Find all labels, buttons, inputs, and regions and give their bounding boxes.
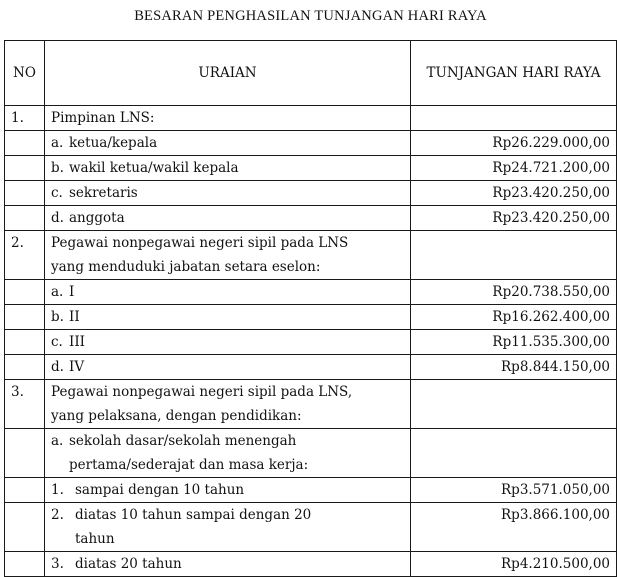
empty-cell bbox=[5, 131, 45, 156]
empty-cell bbox=[5, 503, 45, 552]
table-row bbox=[5, 552, 617, 577]
item-label: a. bbox=[51, 135, 64, 151]
section-row bbox=[5, 380, 617, 429]
row-number: 1. bbox=[5, 106, 45, 131]
empty-cell bbox=[5, 156, 45, 181]
item-value: Rp16.262.400,00 bbox=[411, 305, 617, 330]
table-row bbox=[5, 305, 617, 330]
thr-table bbox=[4, 40, 617, 577]
item-cell bbox=[45, 355, 411, 380]
section-label-line: yang menduduki jabatan setara eselon: bbox=[51, 259, 321, 275]
row-number: 3. bbox=[5, 380, 45, 429]
item-cell bbox=[45, 552, 411, 577]
table-row bbox=[5, 503, 617, 552]
item-cell bbox=[45, 478, 411, 503]
item-text: anggota bbox=[69, 210, 125, 226]
item-label: 2. bbox=[51, 507, 64, 523]
item-text: I bbox=[69, 284, 75, 300]
item-cell bbox=[45, 305, 411, 330]
item-cell bbox=[45, 330, 411, 355]
table-row bbox=[5, 355, 617, 380]
page-title: BESARAN PENGHASILAN TUNJANGAN HARI RAYA bbox=[134, 8, 487, 24]
item-value: Rp3.571.050,00 bbox=[411, 478, 617, 503]
item-text-cont: pertama/sederajat dan masa kerja: bbox=[69, 457, 309, 473]
item-value: Rp3.866.100,00 bbox=[411, 503, 617, 552]
item-text: ketua/kepala bbox=[69, 135, 158, 151]
item-label: d. bbox=[51, 359, 64, 375]
table-row bbox=[5, 156, 617, 181]
empty-cell bbox=[5, 355, 45, 380]
section-label: Pimpinan LNS: bbox=[45, 106, 411, 131]
empty-cell bbox=[5, 305, 45, 330]
table-row bbox=[5, 181, 617, 206]
empty-cell bbox=[411, 429, 617, 478]
item-value: Rp4.210.500,00 bbox=[411, 552, 617, 577]
section-label bbox=[45, 380, 411, 429]
item-text: sampai dengan 10 tahun bbox=[75, 482, 245, 498]
item-label: c. bbox=[51, 334, 63, 350]
header-thr: TUNJANGAN HARI RAYA bbox=[411, 41, 617, 106]
item-label: a. bbox=[51, 284, 64, 300]
empty-cell bbox=[5, 478, 45, 503]
item-text: IV bbox=[69, 359, 85, 375]
item-cell bbox=[45, 156, 411, 181]
table-row bbox=[5, 280, 617, 305]
item-text: diatas 10 tahun sampai dengan 20 bbox=[75, 507, 312, 523]
item-label: 3. bbox=[51, 556, 64, 572]
item-text-cont: tahun bbox=[75, 531, 115, 547]
item-text: wakil ketua/wakil kepala bbox=[69, 160, 239, 176]
section-label-line: Pegawai nonpegawai negeri sipil pada LNS bbox=[51, 235, 349, 251]
empty-cell bbox=[411, 106, 617, 131]
item-text: II bbox=[69, 309, 80, 325]
item-cell bbox=[45, 131, 411, 156]
empty-cell bbox=[411, 231, 617, 280]
empty-cell bbox=[5, 429, 45, 478]
item-value: Rp26.229.000,00 bbox=[411, 131, 617, 156]
item-label: b. bbox=[51, 160, 64, 176]
row-number: 2. bbox=[5, 231, 45, 280]
section-label bbox=[45, 231, 411, 280]
empty-cell bbox=[5, 206, 45, 231]
empty-cell bbox=[5, 330, 45, 355]
item-value: Rp23.420.250,00 bbox=[411, 181, 617, 206]
empty-cell bbox=[5, 280, 45, 305]
item-label: a. bbox=[51, 433, 64, 449]
item-text: III bbox=[69, 334, 85, 350]
section-label-line: yang pelaksana, dengan pendidikan: bbox=[51, 408, 302, 424]
header-uraian: URAIAN bbox=[45, 41, 411, 106]
item-label: c. bbox=[51, 185, 63, 201]
item-value: Rp11.535.300,00 bbox=[411, 330, 617, 355]
item-text: sekretaris bbox=[69, 185, 138, 201]
item-label: 1. bbox=[51, 482, 64, 498]
section-label-line: Pegawai nonpegawai negeri sipil pada LNS, bbox=[51, 384, 353, 400]
item-cell bbox=[45, 503, 411, 552]
empty-cell bbox=[5, 181, 45, 206]
item-value: Rp8.844.150,00 bbox=[411, 355, 617, 380]
section-row bbox=[5, 231, 617, 280]
item-text: diatas 20 tahun bbox=[75, 556, 182, 572]
table-header-row bbox=[5, 41, 617, 106]
header-no: NO bbox=[5, 41, 45, 106]
item-value: Rp24.721.200,00 bbox=[411, 156, 617, 181]
item-cell bbox=[45, 280, 411, 305]
table-row bbox=[5, 330, 617, 355]
item-cell bbox=[45, 206, 411, 231]
item-value: Rp23.420.250,00 bbox=[411, 206, 617, 231]
empty-cell bbox=[411, 380, 617, 429]
item-label: d. bbox=[51, 210, 64, 226]
empty-cell bbox=[5, 552, 45, 577]
table-row bbox=[5, 478, 617, 503]
table-row bbox=[5, 131, 617, 156]
item-label: b. bbox=[51, 309, 64, 325]
item-text: sekolah dasar/sekolah menengah bbox=[69, 433, 297, 449]
table-row bbox=[5, 206, 617, 231]
subsection-row bbox=[5, 429, 617, 478]
section-row bbox=[5, 106, 617, 131]
subsection-cell bbox=[45, 429, 411, 478]
item-value: Rp20.738.550,00 bbox=[411, 280, 617, 305]
item-cell bbox=[45, 181, 411, 206]
